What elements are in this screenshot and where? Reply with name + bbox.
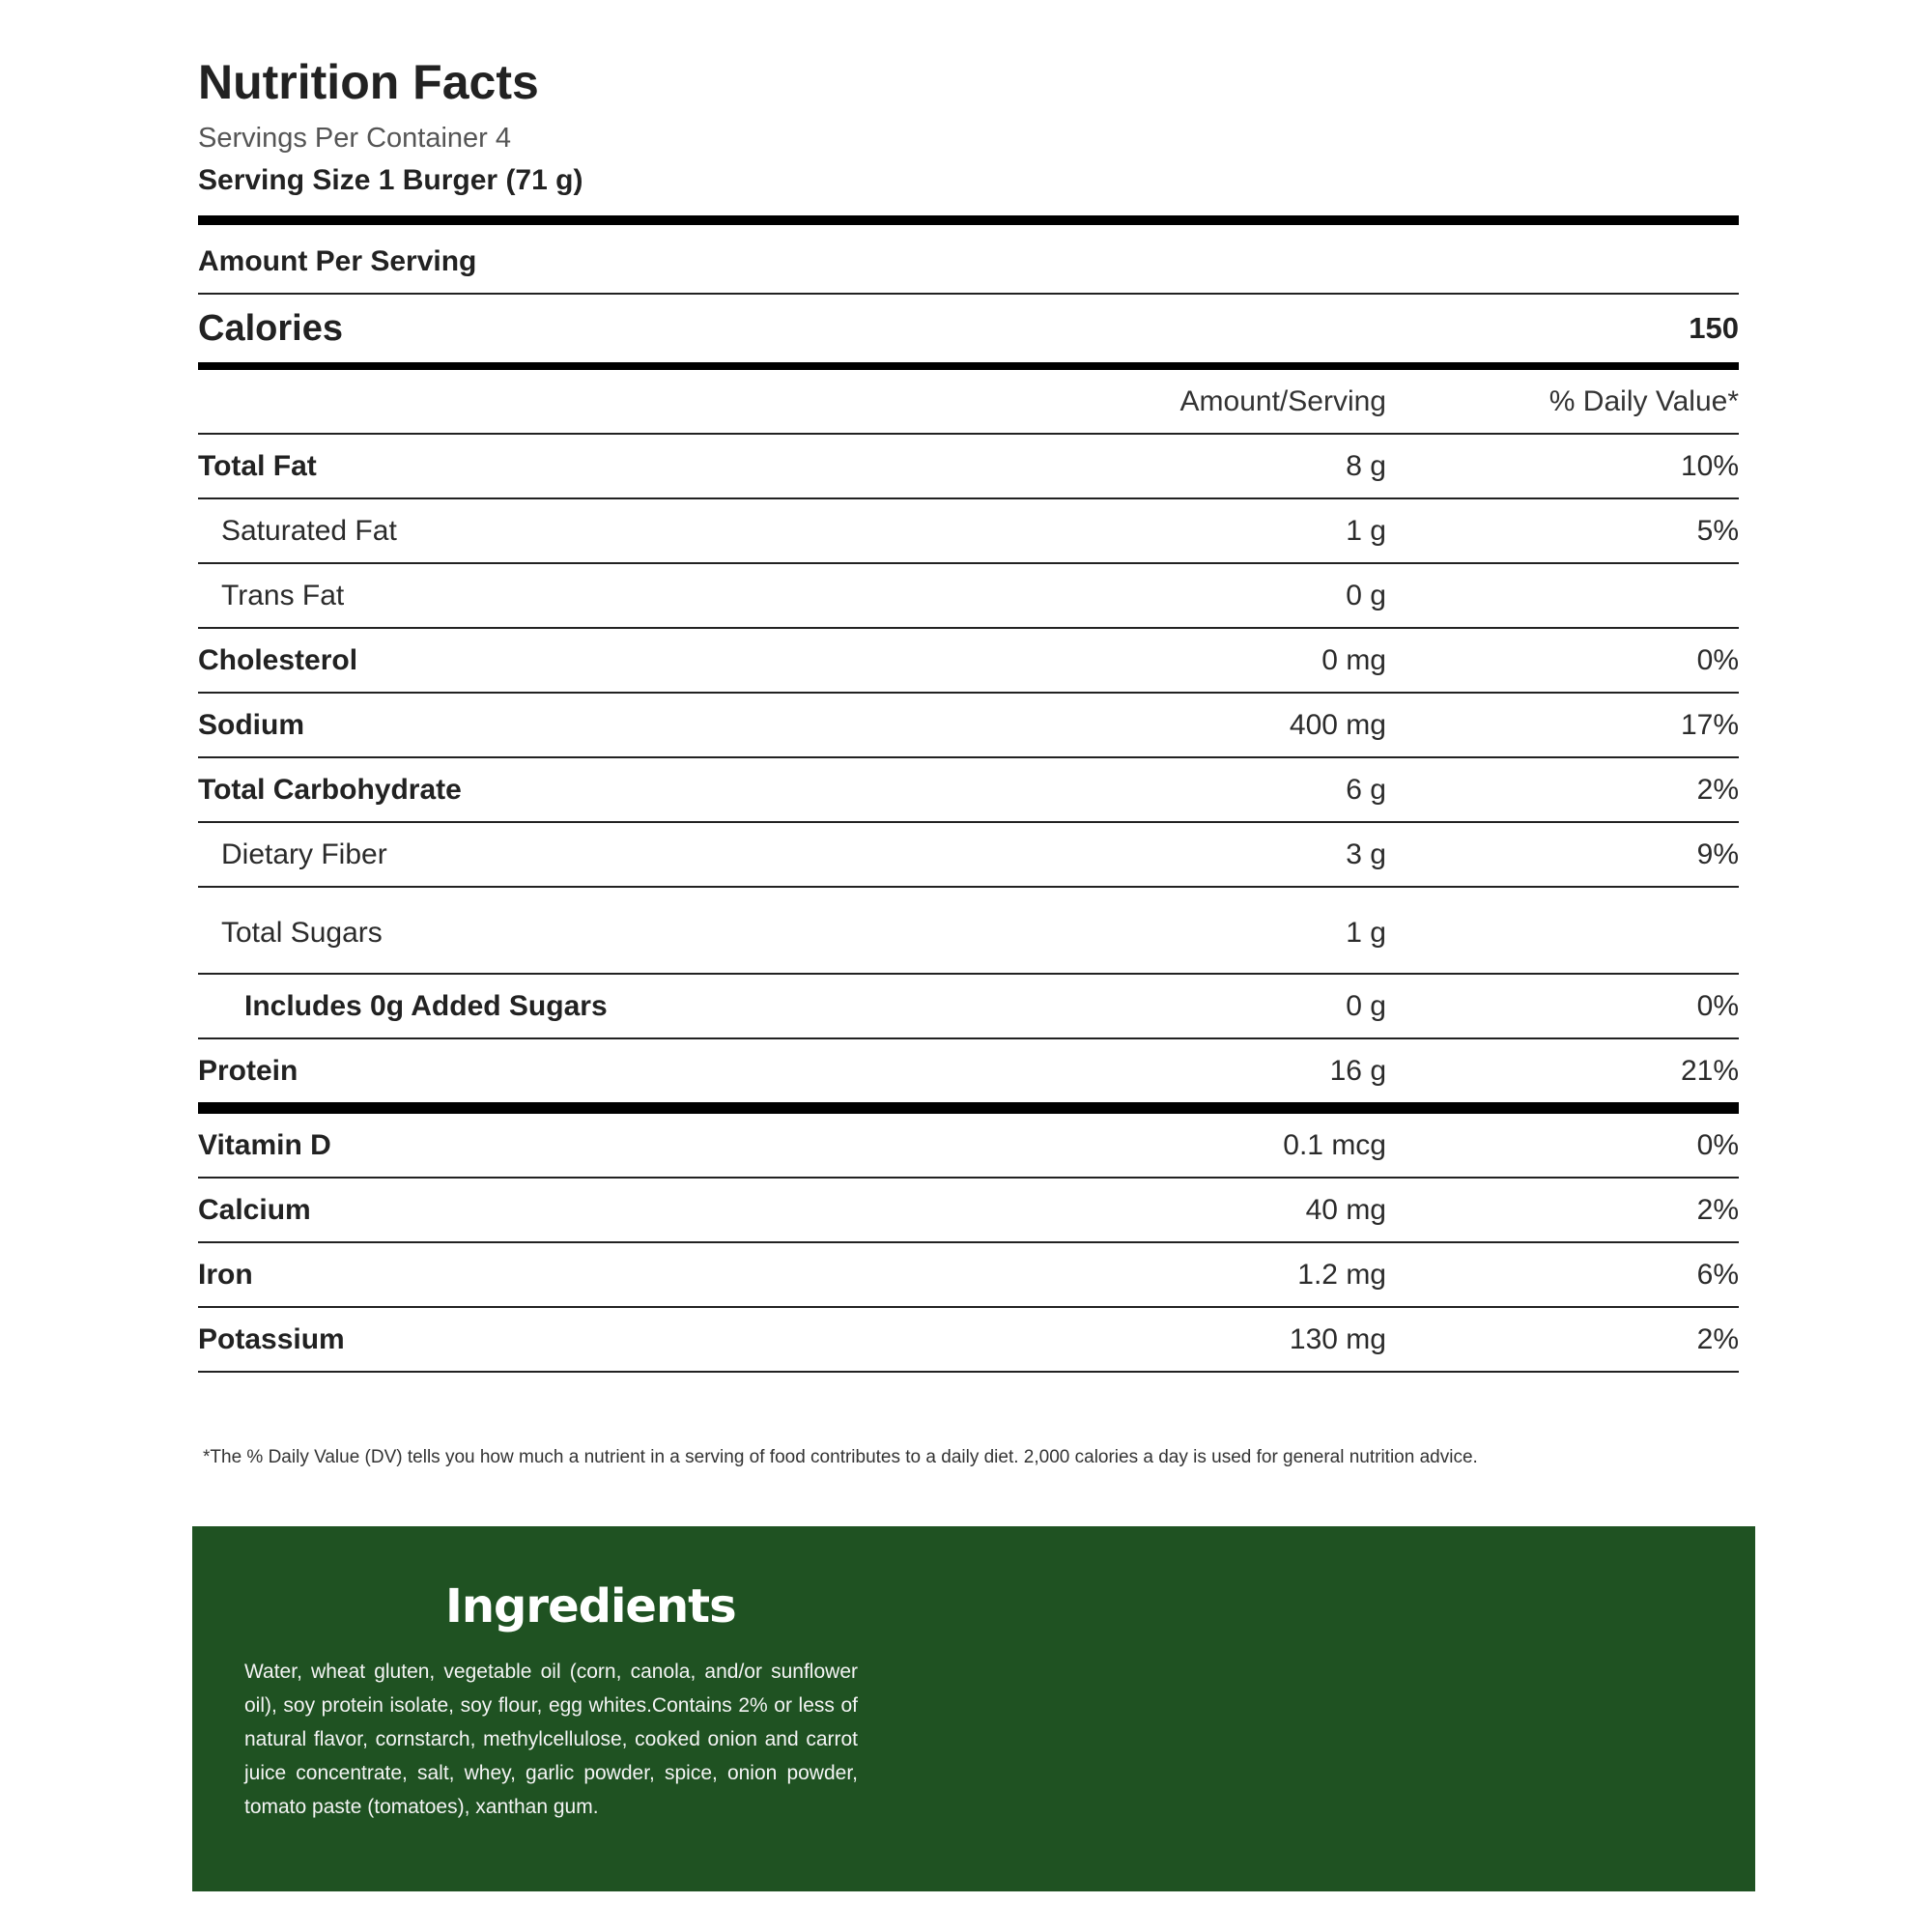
nutrient-amount: 16 g (1077, 1038, 1386, 1108)
nutrient-daily-value: 2% (1386, 1178, 1739, 1242)
nutrient-daily-value (1386, 563, 1739, 628)
calories-value: 150 (1689, 311, 1739, 345)
ingredients-panel (192, 1526, 1755, 1891)
nutrient-name: Protein (198, 1038, 1077, 1108)
nutrient-amount: 400 mg (1077, 693, 1386, 757)
nutrient-daily-value (1386, 887, 1739, 974)
amount-per-serving: Amount Per Serving (198, 225, 1739, 295)
nutrient-daily-value: 9% (1386, 822, 1739, 887)
nutrient-name: Iron (198, 1242, 1077, 1307)
nutrient-row-total-sugars (198, 887, 1739, 974)
header-nutrient (198, 370, 1077, 434)
nutrient-row-iron (198, 1242, 1739, 1307)
nutrient-name: Dietary Fiber (198, 822, 1077, 887)
nutrition-facts-title: Nutrition Facts (198, 55, 539, 109)
nutrient-daily-value: 0% (1386, 1108, 1739, 1178)
nutrient-daily-value: 17% (1386, 693, 1739, 757)
nutrient-name: Calcium (198, 1178, 1077, 1242)
nutrient-row-calcium (198, 1178, 1739, 1242)
calories-row (198, 295, 1739, 370)
nutrient-row-trans-fat (198, 563, 1739, 628)
nutrient-amount: 130 mg (1077, 1307, 1386, 1372)
nutrient-amount: 0 g (1077, 563, 1386, 628)
nutrient-daily-value: 21% (1386, 1038, 1739, 1108)
nutrition-facts-panel (198, 53, 1739, 1373)
calories-label: Calories (198, 307, 343, 349)
nutrient-name: Vitamin D (198, 1108, 1077, 1178)
nutrient-name: Cholesterol (198, 628, 1077, 693)
servings-per-container: Servings Per Container 4 (198, 123, 511, 154)
nutrient-name: Total Fat (198, 434, 1077, 498)
nutrient-name: Potassium (198, 1307, 1077, 1372)
nutrient-row-saturated-fat (198, 498, 1739, 563)
nutrient-daily-value: 0% (1386, 974, 1739, 1038)
nutrient-row-dietary-fiber (198, 822, 1739, 887)
nutrient-table-header (198, 370, 1739, 434)
nutrient-daily-value: 6% (1386, 1242, 1739, 1307)
nutrient-amount: 6 g (1077, 757, 1386, 822)
header-daily-value: % Daily Value* (1386, 370, 1739, 434)
nutrient-amount: 3 g (1077, 822, 1386, 887)
daily-value-footnote: *The % Daily Value (DV) tells you how much a nutrient in a serving of food contributes to a daily diet. 2,000 calories a day is used for general nutrition advice. (203, 1447, 1478, 1467)
nutrient-daily-value: 0% (1386, 628, 1739, 693)
nutrient-amount: 1 g (1077, 887, 1386, 974)
nutrient-row-total-fat (198, 434, 1739, 498)
nutrient-daily-value: 5% (1386, 498, 1739, 563)
nutrient-row-cholesterol (198, 628, 1739, 693)
nutrient-name: Total Carbohydrate (198, 757, 1077, 822)
thick-divider (198, 215, 1739, 225)
nutrient-row-added-sugars (198, 974, 1739, 1038)
nutrient-amount: 40 mg (1077, 1178, 1386, 1242)
nutrient-name: Total Sugars (198, 887, 1077, 974)
serving-size: Serving Size 1 Burger (71 g) (198, 164, 583, 196)
nutrient-amount: 0.1 mcg (1077, 1108, 1386, 1178)
nutrient-row-protein (198, 1038, 1739, 1108)
nutrient-amount: 0 g (1077, 974, 1386, 1038)
nutrient-row-potassium (198, 1307, 1739, 1372)
nutrient-daily-value: 10% (1386, 434, 1739, 498)
nutrient-amount: 0 mg (1077, 628, 1386, 693)
header-amount-serving: Amount/Serving (1077, 370, 1386, 434)
nutrient-row-sodium (198, 693, 1739, 757)
ingredients-text: Water, wheat gluten, vegetable oil (corn, canola, and/or sunflower oil), soy protein isolate, soy flour, egg whites.Contains 2% or less of natural flavor, cornstarch, methylcellulose, cooked onion and carrot juice concentrate, salt, whey, garlic powder, spice, onion powder, tomato paste (tomatoes), xanthan gum. (244, 1661, 858, 1818)
nutrient-amount: 1 g (1077, 498, 1386, 563)
nutrient-amount: 8 g (1077, 434, 1386, 498)
nutrient-name: Saturated Fat (198, 498, 1077, 563)
nutrient-row-vitamin-d (198, 1108, 1739, 1178)
nutrient-name: Trans Fat (198, 563, 1077, 628)
nutrient-amount: 1.2 mg (1077, 1242, 1386, 1307)
ingredients-title: Ingredients (445, 1579, 736, 1634)
nutrient-table (198, 370, 1739, 1373)
nutrient-daily-value: 2% (1386, 1307, 1739, 1372)
nutrient-name: Sodium (198, 693, 1077, 757)
nutrient-name: Includes 0g Added Sugars (198, 974, 1077, 1038)
nutrient-daily-value: 2% (1386, 757, 1739, 822)
nutrient-row-total-carbohydrate (198, 757, 1739, 822)
